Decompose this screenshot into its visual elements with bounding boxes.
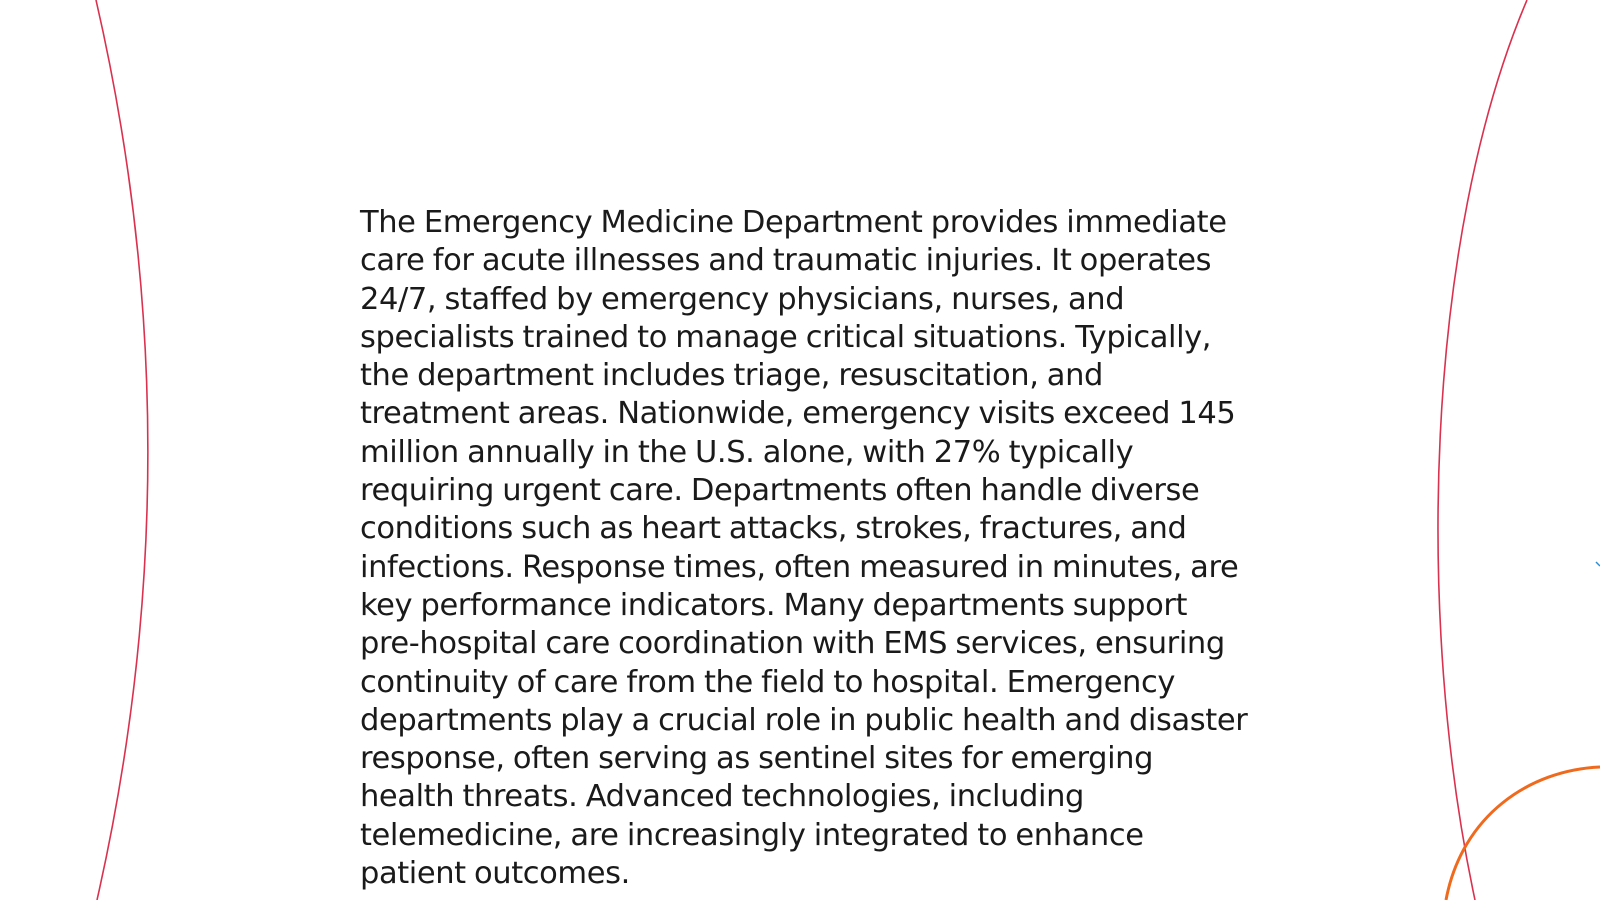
orange-arc xyxy=(1446,767,1600,900)
right-curve xyxy=(1438,0,1527,900)
body-paragraph: The Emergency Medicine Department provides immediate care for acute illnesses and traumatic injuries. It operates 24/7, staffed by emergency physicians, nurses, and specialists trained to manage critical situations. Typically, the department includes triage, resuscitation, and treatment areas. Nationwide, emergency visits exceed 145 million annually in the U.S. alone, with 27% typically requiring urgent care. Departments often handle diverse conditions such as heart attacks, strokes, fractures, and infections. Response times, often measured in minutes, are key performance indicators. Many departments support pre-hospital care coordination with EMS services, ensuring continuity of care from the field to hospital. Emergency departments play a crucial role in public health and disaster response, often serving as sentinel sites for emerging health threats. Advanced technologies, including telemedicine, are increasingly integrated to enhance patient outcomes. xyxy=(360,205,1248,892)
left-curve xyxy=(96,0,148,900)
small-mark xyxy=(1596,562,1600,566)
